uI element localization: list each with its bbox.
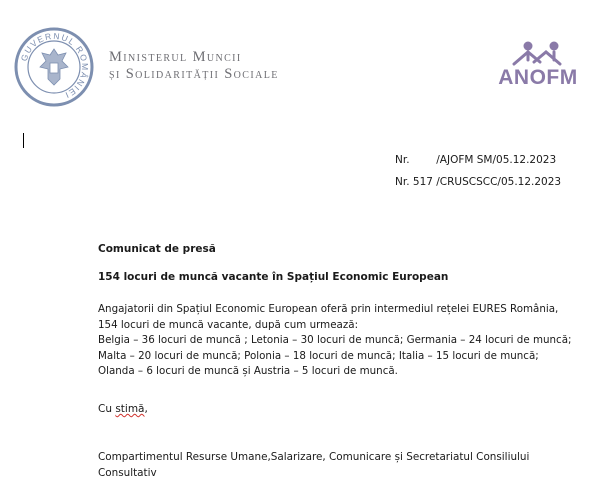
ministry-line-1: Ministerul Muncii: [109, 49, 242, 65]
body-line: Angajatorii din Spațiul Economic European oferă prin intermediul rețelei EURES România,: [98, 303, 559, 315]
body-line: 154 locuri de muncă vacante, după cum urmează:: [98, 318, 359, 331]
body-line: Malta – 20 locuri de muncă; Polonia – 18 locuri de muncă; Italia – 15 locuri de muncă;: [98, 349, 539, 362]
closing-suffix: ,: [144, 403, 148, 415]
body-line: Olanda – 6 locuri de muncă și Austria – 5 locuri de muncă.: [98, 365, 398, 378]
closing-prefix: Cu: [98, 403, 116, 415]
ministry-name: [109, 49, 279, 83]
department-line-2: Consultativ: [98, 467, 157, 479]
department-line-1: Compartimentul Resurse Umane,Salarizare, Comunicare și Secretariatul Consiliului: [98, 451, 530, 463]
body-line: Belgia – 36 locuri de muncă ; Letonia – 30 locuri de muncă; Germania – 24 locuri de muncă;: [98, 334, 572, 347]
anofm-logo-text: ANOFM: [498, 66, 578, 89]
registration-number-2: Nr. 517 /CRUSCSCC/05.12.2023: [395, 176, 562, 188]
document-subject: 154 locuri de muncă vacante în Spațiul Economic European: [98, 271, 449, 283]
registration-number-1: Nr. /AJOFM SM/05.12.2023: [395, 154, 557, 166]
department-signature: [98, 449, 593, 481]
document-body: [98, 302, 590, 380]
closing-word: stimă: [115, 403, 145, 415]
text-cursor: [23, 133, 24, 148]
closing-salutation: [98, 403, 148, 415]
document-type: Comunicat de presă: [98, 243, 216, 255]
ministry-line-2: și Solidarității Sociale: [109, 66, 279, 82]
seal-text: GUVERNUL ROMÂNIEI: [18, 30, 91, 101]
government-seal-icon: [14, 27, 94, 107]
